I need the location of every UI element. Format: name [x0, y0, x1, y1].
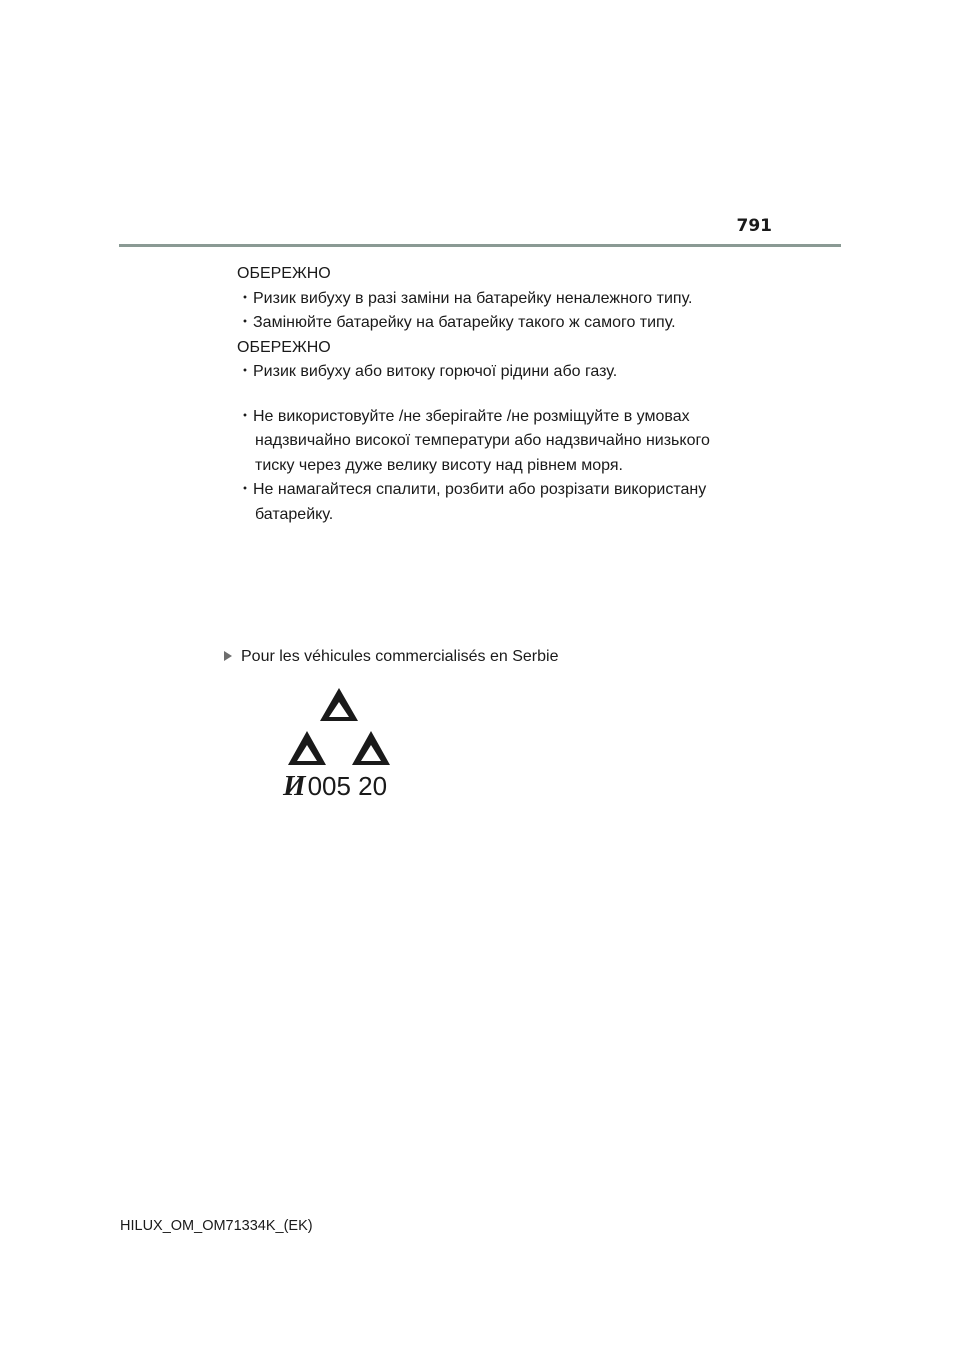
mark-number: 005 20	[307, 771, 388, 801]
mark-code	[283, 772, 387, 800]
footer-document-code: HILUX_OM_OM71334K_(EK)	[120, 1218, 313, 1234]
page-number: 791	[736, 216, 772, 236]
precaution-continuation: батарейку.	[255, 505, 334, 523]
warning-heading: ОБЕРЕЖНО	[237, 265, 331, 282]
warning-item: ・Замінюйте батарейку на батарейку такого ж самого типу.	[237, 314, 676, 331]
paragraph-gap	[237, 385, 757, 405]
certification-mark	[283, 685, 395, 800]
mark-triangle-left	[288, 731, 326, 765]
section-note-text: Pour les véhicules commercialisés en Serbie	[241, 648, 559, 665]
precaution-item: ・Не намагайтеся спалити, розбити або розрізати використану	[237, 481, 707, 498]
serbia-triangle-mark-icon	[283, 685, 395, 775]
mark-letter: И	[283, 770, 306, 802]
precaution-item: ・Не використовуйте /не зберігайте /не розміщуйте в умовах	[237, 407, 690, 425]
triangle-right-icon	[224, 651, 232, 661]
header-rule	[119, 244, 841, 247]
warning-item: ・Ризик вибуху в разі заміни на батарейку неналежного типу.	[237, 289, 693, 307]
precaution-continuation: тиску через дуже велику висоту над рівнем моря.	[255, 456, 623, 474]
mark-triangle-top	[320, 688, 358, 721]
mark-triangle-right	[352, 731, 390, 765]
precaution-continuation: надзвичайно високої температури або надзвичайно низького	[255, 432, 710, 449]
warning-heading: ОБЕРЕЖНО	[237, 338, 331, 356]
section-note	[224, 648, 558, 666]
warning-item: ・Ризик вибуху або витоку горючої рідини або газу.	[237, 363, 618, 380]
warning-block	[237, 262, 757, 527]
